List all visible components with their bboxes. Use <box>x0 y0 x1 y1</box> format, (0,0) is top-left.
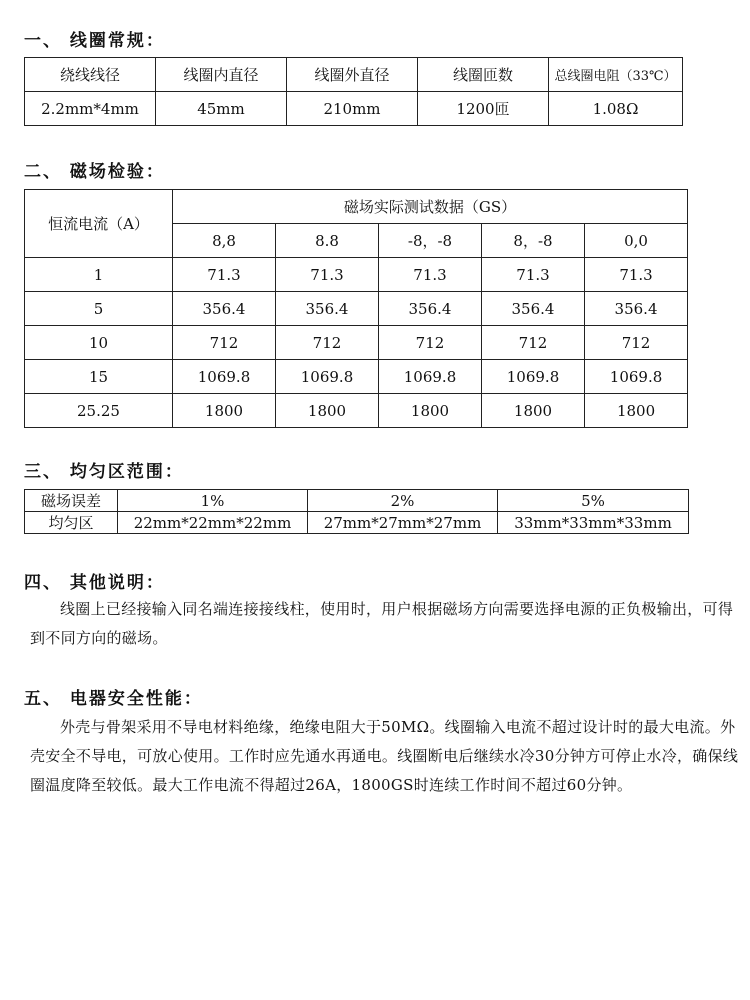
value-cell: 1800 <box>173 394 276 428</box>
value-cell: 33mm*33mm*33mm <box>498 512 689 534</box>
value-cell: 71.3 <box>173 258 276 292</box>
value-cell: 356.4 <box>173 292 276 326</box>
value-cell: 71.3 <box>276 258 379 292</box>
section-heading-field-test: 二、 磁场检验： <box>24 162 165 182</box>
position-cell: 8.8 <box>276 224 379 258</box>
current-cell: 25.25 <box>25 394 173 428</box>
value-cell: 712 <box>585 326 688 360</box>
value-cell: 1% <box>118 490 308 512</box>
value-cell: 356.4 <box>379 292 482 326</box>
value-cell: 356.4 <box>585 292 688 326</box>
value-cell: 712 <box>482 326 585 360</box>
current-header-cell: 恒流电流（A） <box>25 190 173 258</box>
value-cell: 5% <box>498 490 689 512</box>
current-cell: 15 <box>25 360 173 394</box>
value-cell: 356.4 <box>482 292 585 326</box>
current-cell: 1 <box>25 258 173 292</box>
table-row <box>25 292 688 326</box>
value-cell: 1069.8 <box>585 360 688 394</box>
section-heading-uniform-zone: 三、 均匀区范围： <box>24 462 184 482</box>
value-cell: 356.4 <box>276 292 379 326</box>
value-cell: 2.2mm*4mm <box>25 92 156 126</box>
position-cell: 8，-8 <box>482 224 585 258</box>
value-cell: 71.3 <box>482 258 585 292</box>
row-label-cell: 磁场误差 <box>25 490 118 512</box>
value-cell: 712 <box>379 326 482 360</box>
table-row <box>25 258 688 292</box>
value-cell: 1200匝 <box>418 92 549 126</box>
value-cell: 1.08Ω <box>549 92 683 126</box>
value-cell: 22mm*22mm*22mm <box>118 512 308 534</box>
value-cell: 712 <box>173 326 276 360</box>
table-row <box>25 92 683 126</box>
table-row <box>25 326 688 360</box>
value-cell: 2% <box>308 490 498 512</box>
coil-spec-table <box>24 57 683 126</box>
value-cell: 27mm*27mm*27mm <box>308 512 498 534</box>
section-heading-other-notes: 四、 其他说明： <box>24 573 165 593</box>
position-cell: 8,8 <box>173 224 276 258</box>
table-header-row <box>25 190 688 224</box>
value-cell: 712 <box>276 326 379 360</box>
table-row <box>25 512 689 534</box>
position-cell: -8，-8 <box>379 224 482 258</box>
value-cell: 1800 <box>482 394 585 428</box>
value-cell: 1069.8 <box>276 360 379 394</box>
value-cell: 1069.8 <box>379 360 482 394</box>
table-row <box>25 490 689 512</box>
section-heading-electrical-safety: 五、 电器安全性能： <box>24 689 203 709</box>
other-notes-paragraph: 线圈上已经接输入同名端连接接线柱，使用时，用户根据磁场方向需要选择电源的正负极输出，可得到不同方向的磁场。 <box>30 600 734 647</box>
value-cell: 1800 <box>276 394 379 428</box>
value-cell: 71.3 <box>379 258 482 292</box>
value-cell: 1069.8 <box>173 360 276 394</box>
safety-paragraph: 外壳与骨架采用不导电材料绝缘，绝缘电阻大于50MΩ。线圈输入电流不超过设计时的最大电流。外壳安全不导电，可放心使用。工作时应先通水再通电。线圈断电后继续水冷30分钟方可停止水冷，确保线圈温度降至较低。最大工作电流不得超过26A，1800GS时连续工作时间不超过60分钟。 <box>30 718 739 794</box>
value-cell: 71.3 <box>585 258 688 292</box>
current-cell: 10 <box>25 326 173 360</box>
header-cell: 线圈外直径 <box>287 58 418 92</box>
position-cell: 0,0 <box>585 224 688 258</box>
value-cell: 1069.8 <box>482 360 585 394</box>
current-cell: 5 <box>25 292 173 326</box>
group-header-cell: 磁场实际测试数据（GS） <box>173 190 688 224</box>
value-cell: 45mm <box>156 92 287 126</box>
value-cell: 1800 <box>379 394 482 428</box>
uniform-zone-table <box>24 489 689 534</box>
header-cell: 线圈内直径 <box>156 58 287 92</box>
table-row <box>25 394 688 428</box>
value-cell: 1800 <box>585 394 688 428</box>
field-test-table <box>24 189 688 428</box>
header-cell: 线圈匝数 <box>418 58 549 92</box>
row-label-cell: 均匀区 <box>25 512 118 534</box>
section-heading-coil: 一、 线圈常规： <box>24 31 165 51</box>
value-cell: 210mm <box>287 92 418 126</box>
table-row <box>25 360 688 394</box>
header-cell: 总线圈电阻（33℃） <box>549 58 683 92</box>
table-header-row <box>25 58 683 92</box>
header-cell: 绕线线径 <box>25 58 156 92</box>
